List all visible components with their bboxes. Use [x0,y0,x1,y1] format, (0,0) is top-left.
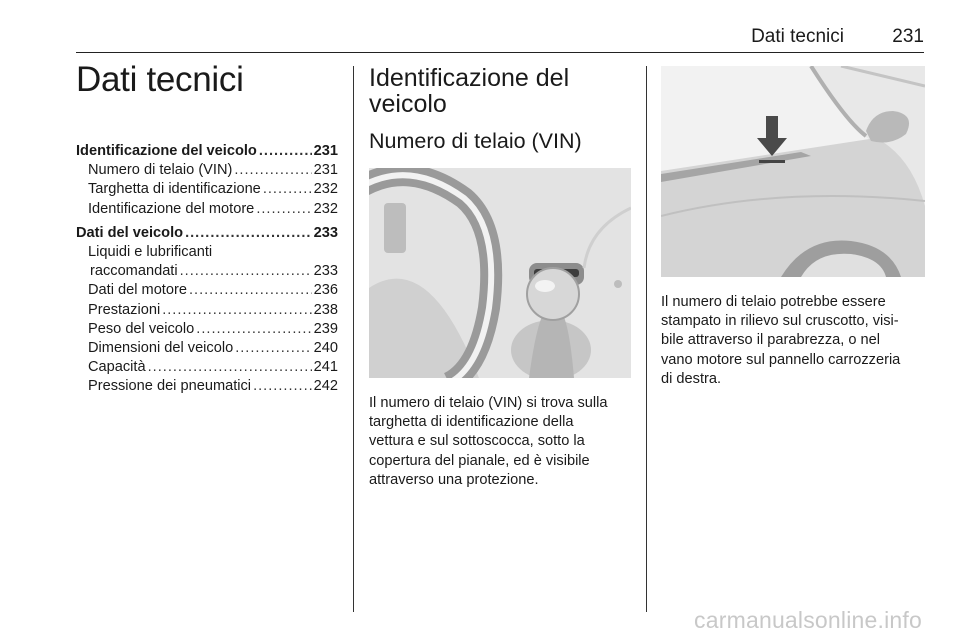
toc-entry-page: 242 [313,378,338,395]
toc-leader-dots [185,224,312,243]
running-header [76,22,924,53]
table-of-contents [76,142,338,397]
toc-entry-title: Pressione dei pneumatici [88,378,252,395]
toc-entry[interactable] [76,161,338,180]
text-line: attraverso una protezione. [369,471,539,488]
windscreen-vin-photo [661,66,925,277]
toc-leader-dots [189,281,312,300]
text-line: targhetta di identificazione della [369,414,574,431]
toc-leader-dots [196,320,311,339]
toc-entry[interactable] [76,180,338,199]
toc-leader-dots [256,200,311,219]
toc-entry-title: Identificazione del veicolo [76,143,257,159]
toc-entry[interactable] [76,243,338,262]
toc-entry-title: Dimensioni del veicolo [88,340,234,357]
column-divider-1 [353,66,354,612]
toc-entry-title: Numero di telaio (VIN) [88,162,233,179]
text-line: Il numero di telaio potrebbe essere [661,294,886,310]
toc-entry[interactable] [76,358,338,377]
toc-entry-page: 239 [313,320,338,337]
toc-entry[interactable] [76,377,338,396]
toc-entry[interactable] [76,301,338,320]
toc-entry-page: 241 [313,359,338,376]
toc-leader-dots [148,358,312,377]
toc-leader-dots [259,142,312,161]
toc-entry-title: Capacità [88,359,146,376]
toc-entry-page: 232 [313,181,338,198]
chapter-column [76,60,338,397]
toc-entry-title: Liquidi e lubrificanti [88,244,213,261]
toc-entry-title: Peso del veicolo [88,320,195,337]
text-line: bile attraverso il parabrezza, o nel [661,332,881,349]
text-line: vettura e sul sottoscocca, sotto la [369,433,585,450]
header-title: Dati tecnici [751,26,844,47]
vin-dashboard-text [661,293,925,389]
right-column [661,66,925,389]
text-line: Il numero di telaio (VIN) si trova sulla [369,395,608,411]
vin-location-text [369,394,631,490]
toc-entry-page: 233 [313,263,338,280]
text-line: copertura del pianale, ed è visibile [369,452,590,469]
toc-entry-page: 233 [313,224,338,241]
header-page-number: 231 [892,26,924,47]
toc-entry-page: 231 [313,143,338,159]
toc-entry[interactable] [76,281,338,300]
toc-entry[interactable] [76,200,338,219]
text-line: di destra. [661,370,722,387]
toc-entry-title: Dati del motore [88,282,187,299]
toc-entry[interactable] [76,262,338,281]
toc-leader-dots [180,262,312,281]
toc-leader-dots [263,180,312,199]
toc-entry-page: 232 [313,200,338,217]
section-title-line2: veicolo [369,90,447,118]
toc-leader-dots [162,301,311,320]
section-title [369,65,631,117]
toc-entry[interactable] [76,320,338,339]
toc-entry-title: Dati del veicolo [76,224,184,241]
toc-leader-dots [235,339,311,358]
column-divider-2 [646,66,647,612]
toc-leader-dots [234,161,311,180]
watermark: carmanualsonline.info [694,607,922,633]
chapter-title: Dati tecnici [76,60,244,99]
toc-entry-title: Targhetta di identificazione [88,181,261,198]
toc-entry-title: raccomandati [90,263,178,280]
toc-entry-page: 240 [313,340,338,357]
toc-entry[interactable] [76,224,338,243]
toc-entry[interactable] [76,142,338,161]
text-line: vano motore sul pannello carrozzeria [661,351,901,368]
section-title-line1: Identificazione del [369,64,570,92]
gear-lever-vin-photo [369,168,631,378]
section-column [369,65,631,490]
subsection-title: Numero di telaio (VIN) [369,129,582,153]
toc-entry-title: Identificazione del motore [88,200,255,217]
toc-entry-page: 238 [313,301,338,318]
toc-entry-title: Prestazioni [88,301,161,318]
text-line: stampato in rilievo sul cruscotto, visi- [661,313,899,330]
toc-entry-page: 231 [313,162,338,179]
toc-entry-page: 236 [313,282,338,299]
toc-leader-dots [253,377,312,396]
toc-entry[interactable] [76,339,338,358]
